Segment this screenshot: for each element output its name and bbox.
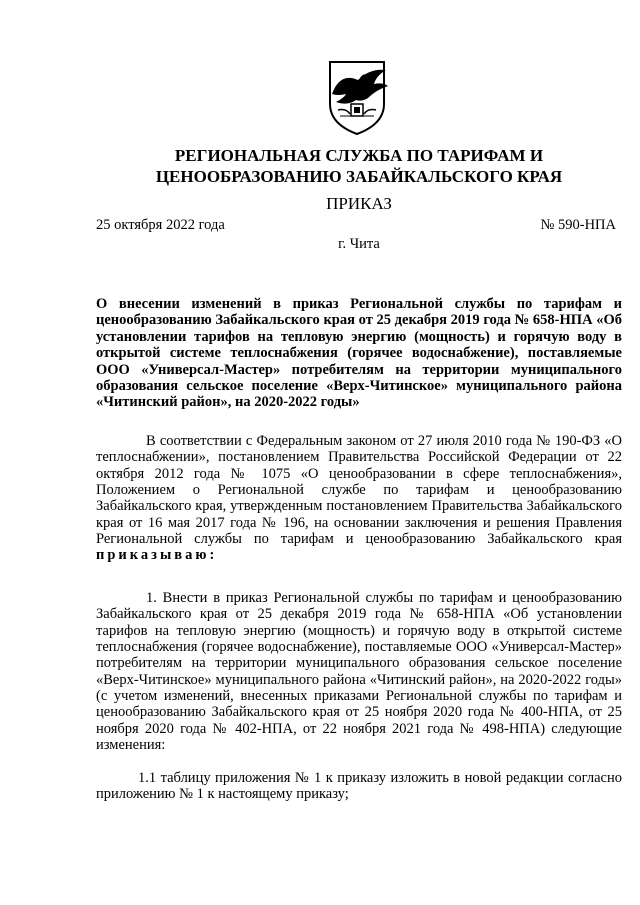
org-line-1: РЕГИОНАЛЬНАЯ СЛУЖБА ПО ТАРИФАМ И xyxy=(174,146,544,165)
preamble-text: В соответствии с Федеральным законом от 27 июля 2010 года № 190-ФЗ «О теплоснабжении», постановлением Правительства Российской Федерации от 22 октября 2012 года № 1075 «О ценообразовании в сфере теплоснабжения», Положением о Региональной службе по тарифам и ценообразованию Забайкальского края, утвержденным постановлением Правительства Забайкальского края от 16 мая 2017 года № 196, на основании заключения и решения Правления Региональной службы по тарифам и ценообразованию Забайкальского края xyxy=(96,433,622,548)
organization-name xyxy=(96,145,622,187)
item-1-1-paragraph: 1.1 таблицу приложения № 1 к приказу изложить в новой редакции согласно приложению № 1 к настоящему приказу; xyxy=(96,770,622,803)
order-verb: приказываю: xyxy=(96,547,218,564)
order-number: № 590-НПА xyxy=(540,217,616,233)
order-title: О внесении изменений в приказ Региональной службы по тарифам и ценообразованию Забайкальского края от 25 декабря 2019 года № 658-НПА «Об установлении тарифов на тепловую энергию (мощность) и горячую воду в открытой системе теплоснабжения (горячее водоснабжение), поставляемые ООО «Универсал-Мастер» потребителям на территории муниципального образования сельское поселение «Верх-Читинское» муниципального района «Читинский район», на 2020-2022 годы» xyxy=(96,296,622,411)
preamble-paragraph xyxy=(96,433,622,564)
item-1-paragraph: 1. Внести в приказ Региональной службы по тарифам и ценообразованию Забайкальского края от 25 декабря 2019 года № 658-НПА «Об установлении тарифов на тепловую энергию (мощность) и горячую воду в открытой системе теплоснабжения (горячее водоснабжение), поставляемые ООО «Универсал-Мастер» потребителям на территории муниципального образования сельское поселение «Верх-Читинское» муниципального района «Читинский район», на 2020-2022 годы» (с учетом изменений, внесенных приказами Региональной службы по тарифам и ценообразованию Забайкальского края от 25 ноября 2020 года № 400-НПА, от 25 ноября 2020 года № 402-НПА, от 22 ноября 2021 года № 498-НПА) следующие изменения: xyxy=(96,590,622,754)
order-city: г. Чита xyxy=(338,236,380,252)
eagle-coat-of-arms-icon xyxy=(316,58,398,138)
org-line-2: ЦЕНООБРАЗОВАНИЮ ЗАБАЙКАЛЬСКОГО КРАЯ xyxy=(155,167,563,186)
order-date: 25 октября 2022 года xyxy=(96,217,225,233)
document-type: ПРИКАЗ xyxy=(326,194,392,213)
